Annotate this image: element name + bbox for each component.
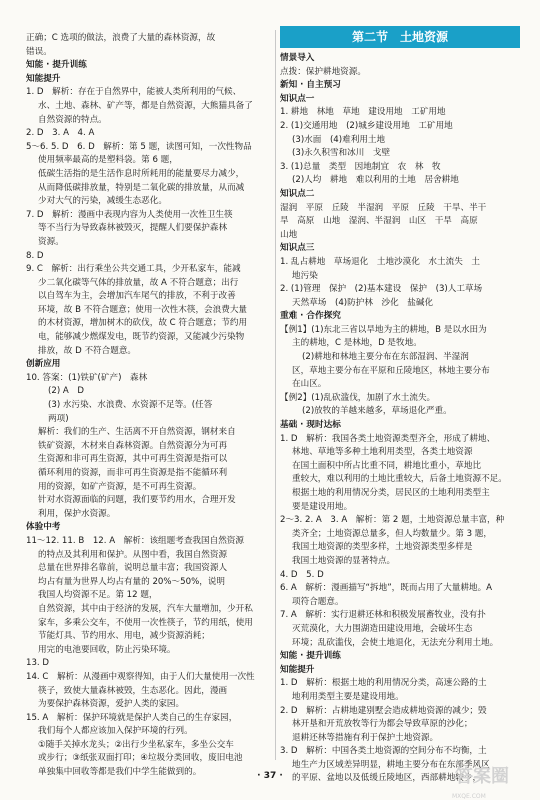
text-line: 我国人均资源不足。第 12 题，	[38, 590, 158, 601]
section-heading: 知能 · 提升训练	[280, 651, 341, 662]
text-line: 1. D 解析：我国各类土地资源类型齐全，形成了耕地、	[280, 433, 496, 444]
text-line: 2. D 解析：占耕地建别墅会造成耕地资源的减少；毁	[280, 705, 487, 716]
text-line: 以自驾车为主，会增加汽车尾气的排放，不利于改善	[38, 291, 236, 302]
text-line: 9. C 解析：出行乘坐公共交通工具，少开私家车，能减	[26, 264, 241, 275]
text-line: 两项)	[48, 413, 69, 424]
subheading: 情景导入	[280, 53, 315, 63]
text-line: 【例2】(1)乱砍滥伐，加剧了水土流失。	[280, 392, 436, 403]
text-line: (3)永久积雪和冰川 戈壁	[292, 148, 391, 159]
text-line: 用的资源，如矿产资源，是不可再生资源。	[38, 481, 202, 492]
text-line: 或步行；③纸张双面打印；④垃圾分类回收，废旧电池	[38, 753, 243, 764]
text-line: 筷子，致使大量森林被毁，生态恶化。因此，漫画	[38, 685, 228, 696]
text-line: 点拨：保护耕地资源。	[280, 66, 366, 77]
section-heading: 基础 · 现时达标	[280, 420, 341, 431]
text-line: 1. D 解析：存在于自然界中，能被人类所利用的气候、	[26, 87, 242, 98]
section-heading: 知能 · 提升训练	[26, 60, 87, 71]
text-line: 2. (1)交通用地 (2)城乡建设用地 工矿用地	[280, 120, 453, 131]
section-heading: 新知 · 自主预习	[280, 80, 341, 91]
text-line: 15. A 解析：保护环境就是保护人类自己的生存家园，	[26, 712, 238, 723]
text-line: 单独集中回收等都是我们中学生能做到的。	[38, 767, 202, 778]
subheading: 创新应用	[26, 359, 61, 370]
text-line: 在国土面积中所占比重不同，耕地比重小，草地比	[292, 460, 482, 471]
text-line: 13. D	[26, 658, 50, 669]
text-line: 2. (1)管理 保护 (2)基本建设 保护 (3)人工草场	[280, 284, 483, 295]
text-line: 类齐全；土地资源总量多，但人均数量少。第 3 题，	[292, 528, 492, 539]
text-line: 退耕还林等措施有利于保护土地资源。	[292, 732, 439, 743]
right-column-text	[280, 52, 520, 786]
text-line: ①随手关掉水龙头；②出行少坐私家车，多坐公交车	[38, 739, 234, 750]
text-line: 【例1】(1)东北三省以旱地为主的耕地，B 是以水田为	[280, 324, 487, 335]
text-line: 我国土地资源的类型多样，土地资源类型多样是	[292, 542, 473, 553]
text-line: 林开垦和开荒放牧等行为都会导致草原的沙化；	[292, 719, 473, 730]
text-line: 3. (1)总量 类型 因地制宜 农 林 牧	[280, 161, 441, 172]
text-line: 用完的电池要回收，防止污染环境。	[38, 644, 176, 655]
text-line: 我们每个人都应该加入保护环境的行列。	[38, 726, 193, 737]
text-line: 家车，多乘公交车，不使用一次性筷子，节约用纸，使用	[38, 617, 253, 628]
text-line: 在山区。	[292, 379, 327, 390]
text-line: 重较大，难以利用的土地比重较大，后备土地资源不足。	[292, 474, 507, 485]
text-line: 自然资源的特点。	[38, 114, 107, 125]
text-line: 2～3. 2. A 3. A 解析：第 2 题，土地资源总量丰富，种	[280, 515, 505, 526]
subheading: 知识点三	[280, 243, 315, 254]
text-line: (2) A D	[48, 386, 84, 397]
text-line: 正确；C 选项的做法，浪费了大量的森林资源，故	[26, 33, 216, 43]
text-line: 的平原、盆地以及低缓丘陵地区，西部耕地较少，	[292, 773, 482, 784]
text-line: 区，草地主要分布在平原和丘陵地区，林地主要分布	[292, 365, 490, 376]
text-line: 地生产力区域差异明显，耕地主要分布在东部季风区	[292, 759, 490, 770]
text-line: 生资源和非可再生资源，其中可再生资源是指可以	[38, 454, 228, 465]
text-line: 利用，保护水资源。	[38, 508, 116, 519]
subheading: 体验中考	[26, 522, 61, 533]
text-line: 解析：我们的生产、生活离不开自然资源，钢材来自	[38, 427, 236, 438]
text-line: 10. 答案：(1)铁矿(矿产) 森林	[26, 372, 148, 383]
text-line: 为要保护森林资源，爱护人类的家园。	[38, 699, 185, 710]
section-heading: 重难 · 合作探究	[280, 311, 341, 322]
text-line: 电，能够减少燃煤发电，既节约资源，又能减少污染物	[38, 332, 245, 343]
text-line: 旱 高原 山地 湿润、半湿润 山区 干旱 高原	[280, 216, 478, 227]
subheading: 知识点二	[280, 188, 315, 199]
text-line: 循环利用的资源，而非可再生资源是指不能循环利	[38, 468, 228, 478]
text-line: 7. A 解析：实行退耕还林和积极发展畜牧业，没有扑	[280, 610, 486, 621]
text-line: 针对水资源面临的问题，我们要节约用水，合理开发	[38, 495, 236, 506]
text-line: 资源。	[38, 236, 64, 247]
column-divider	[275, 30, 276, 760]
text-line: 1. D 解析：根据土地的利用情况分类，高速公路的土	[280, 678, 487, 689]
text-line: 的木材资源，增加树木的砍伐，故 C 符合题意；节约用	[38, 318, 248, 329]
subheading: 知能提升	[280, 664, 315, 675]
text-line: 1. 乱占耕地 草场退化 土地沙漠化 水土流失 土	[280, 256, 480, 267]
text-line: 自然资源，其中由于经济的发展，汽车大量增加，少开私	[38, 603, 253, 614]
text-line: (2)放牧的羊越来越多，草场退化严重。	[302, 406, 452, 417]
subheading: 知识点一	[280, 93, 315, 104]
text-line: 14. C 解析：从漫画中观察得知，由于人们大量使用一次性	[26, 671, 255, 682]
text-line: 5～6. 5. D 6. D 解析：第 5 题，读图可知，一次性物品	[26, 141, 252, 152]
text-line: 低碳生活指的是生活作息时所耗用的能量要尽力减少，	[38, 168, 245, 179]
text-line: 环境；乱砍滥伐，会使土地退化，无法充分利用土地。	[292, 637, 499, 648]
text-line: 1. 耕地 林地 草地 建设用地 工矿用地	[280, 107, 446, 118]
text-line: (3)水面 (4)难利用土地	[292, 134, 386, 145]
section-title: 第二节 土地资源	[280, 26, 520, 48]
text-line: 7. D 解析：漫画中表现内容为人类使用一次性卫生筷	[26, 209, 233, 220]
text-line: 林地、草地等多种土地利用类型，各类土地资源	[292, 447, 473, 458]
text-line: 根据土地的利用情况分类，居民区的土地利用类型主	[292, 488, 490, 498]
text-line: 4. D 5. D	[280, 569, 324, 580]
text-line: 少二氧化碳等气体的排放量，故 A 不符合题意；出行	[38, 277, 239, 288]
left-column	[26, 32, 271, 780]
text-line: 环境，故 B 不符合题意；使用一次性木筷，会浪费大量	[38, 304, 248, 315]
text-line: 节能灯具、节约用水、用电，减少资源消耗；	[38, 631, 210, 642]
text-line: 我国土地资源的显著特点。	[292, 555, 396, 566]
text-line: 的特点及其利用和保护。从图中看，我国自然资源	[38, 549, 228, 560]
text-line: 主的耕地，C 是林地，D 是牧地。	[292, 338, 422, 349]
text-line: 均占有量为世界人均占有量的 20%～50%，说明	[38, 576, 226, 587]
text-line: 总量在世界排名靠前，说明总量丰富；我国资源人	[38, 563, 228, 574]
text-line: 排放，故 D 不符合题意。	[38, 345, 137, 356]
page-number: · 37 ·	[257, 771, 283, 781]
text-line: 少对大气的污染，减缓生态恶化。	[38, 196, 167, 207]
text-line: 湿润 平原 丘陵 半湿润 平原 丘陵 干旱、半干	[280, 202, 487, 213]
text-line: 11～12. 11. B 12. A 解析：该组题考查我国自然资源	[26, 535, 245, 546]
text-line: 等不当行为导致森林被毁灭，提醒人们要保护森林	[38, 223, 228, 234]
text-line: 项符合题意。	[292, 596, 344, 607]
text-line: 3. D 解析：中国各类土地资源的空间分布不均衡，土	[280, 746, 487, 757]
text-line: 要是建设用地。	[292, 501, 353, 512]
text-line: 8. D	[26, 250, 44, 261]
right-column	[280, 26, 520, 786]
text-line: (2)耕地和林地主要分布在东部湿润、半湿润	[302, 352, 469, 363]
subheading: 知能提升	[26, 73, 61, 84]
text-line: 地利用类型主要是建设用地。	[292, 691, 404, 702]
text-line: 6. A 解析：漫画描写“拆地”，既而占用了大量耕地。A	[280, 583, 493, 594]
text-line: 铁矿资源，木材来自森林资源。自然资源分为可再	[38, 440, 228, 451]
text-line: 水、土地、森林、矿产等，都是自然资源，大熊猫具备了	[38, 100, 253, 111]
text-line: 错误。	[26, 46, 52, 57]
text-line: 2. D 3. A 4. A	[26, 128, 95, 139]
text-line: 从而降低碳排放量，特别是二氧化碳的排放量，从而减	[38, 182, 245, 193]
text-line: 灭荒漠化，大力围湖造田建设用地，会破坏生态	[292, 623, 473, 634]
text-line: (3) 水污染、水浪费、水资源不足等。(任答	[48, 400, 213, 411]
text-line: 使用频率最高的是塑料袋。第 6 题，	[38, 155, 178, 166]
watermark-logo: 答案圈	[455, 766, 509, 787]
text-line: 山地	[280, 229, 298, 240]
text-line: (2)人均 耕地 难以利用的土地 居舍耕地	[292, 175, 459, 186]
text-line: 地污染	[292, 270, 318, 281]
text-line: 天然草场 (4)防护林 沙化 盐碱化	[292, 297, 434, 308]
watermark-url: MXQE.COM	[452, 793, 486, 800]
